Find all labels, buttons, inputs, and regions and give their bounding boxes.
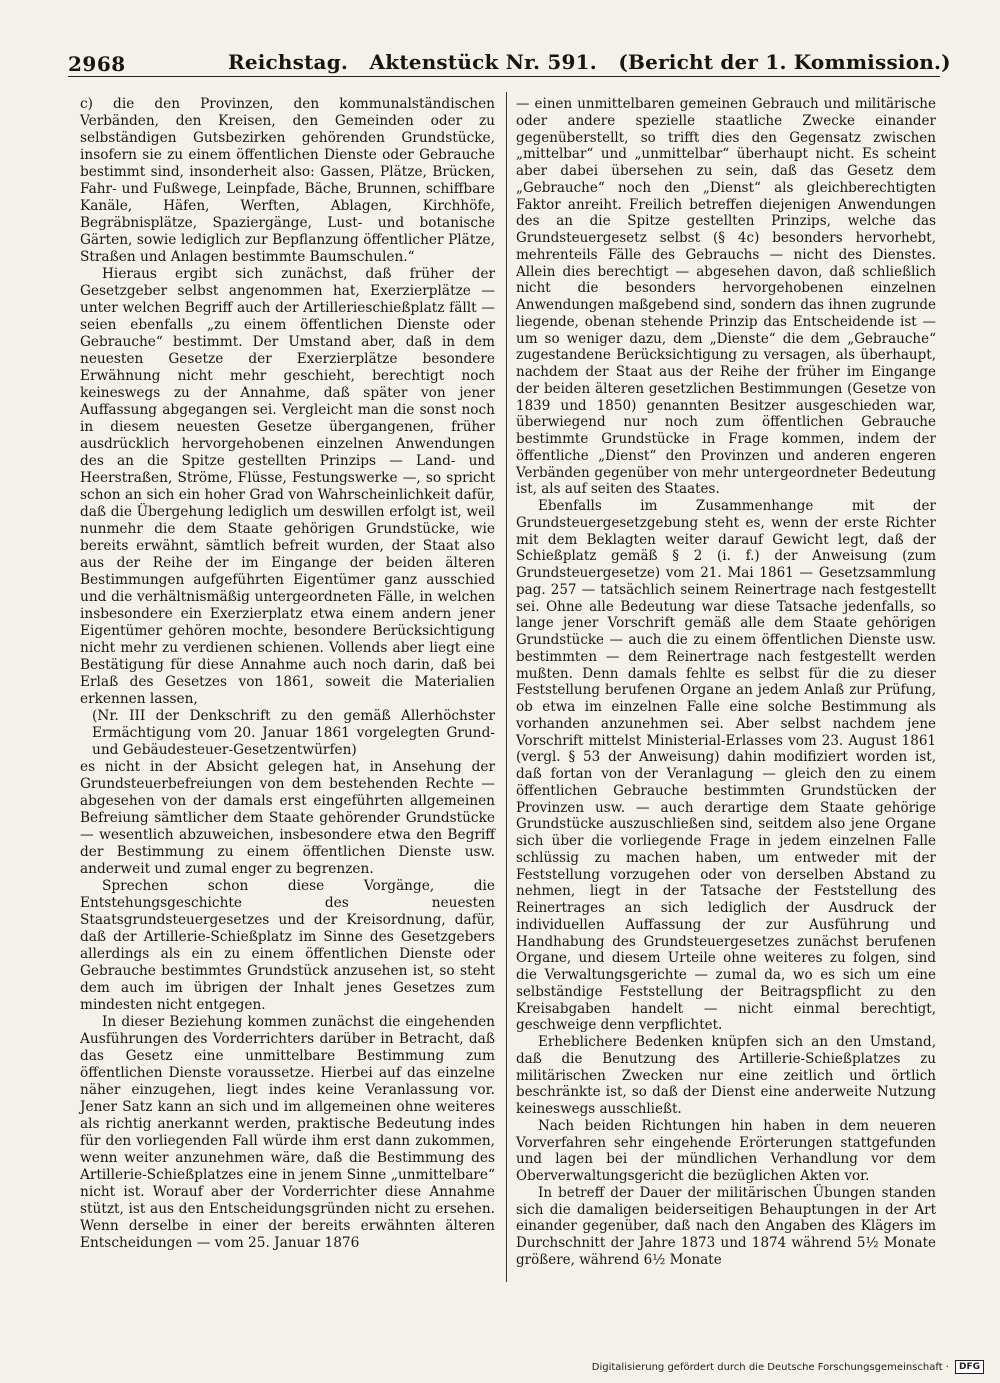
footer-text: Digitalisierung gefördert durch die Deutsche Forschungsgemeinschaft ·: [591, 1361, 949, 1373]
paragraph: In dieser Beziehung kommen zunächst die eingehenden Ausführungen des Vorderrichters darüber in Betracht, daß das Gesetz eine unmittelbare Bestimmung zum öffentlichen Dienste voraussetze. Hierbei auf das einzelne näher einzugehen, liegt indes keine Veranlassung vor. Jener Satz kann an sich und im allgemeinen ohne weiteres als richtig anerkannt werden, praktische Bedeutung indes für den vorliegenden Fall würde ihm erst dann zukommen, wenn weiter anzunehmen wäre, daß die Bestimmung des Artillerie-Schießplatzes eine in jenem Sinne „unmittelbare“ nicht ist. Worauf aber der Vorderrichter diese Annahme stützt, ist aus den Entscheidungsgründen nicht zu ersehen. Wenn derselbe in einer der bereits erwähnten älteren Entscheidungen — vom 25. Januar 1876: [80, 1014, 495, 1251]
paragraph: Nach beiden Richtungen hin haben in dem neueren Vorverfahren sehr eingehende Erörterungen stattgefunden und lagen bei der mündlichen Verhandlung vor dem Oberverwaltungsgericht die bezüglichen Akten vor.: [516, 1117, 936, 1184]
paragraph: Sprechen schon diese Vorgänge, die Entstehungsgeschichte des neuesten Staatsgrundsteuergesetzes und der Kreisordnung, dafür, daß der Artillerie-Schießplatz im Sinne des Gesetzgebers allerdings als ein zu einem öffentlichen Dienste oder Gebrauche bestimmtes Grundstück anzusehen ist, so steht dem auch im übrigen der Inhalt jenes Gesetzes zum mindesten nicht entgegen.: [80, 878, 495, 1013]
paragraph: Erheblichere Bedenken knüpfen sich an den Umstand, daß die Benutzung des Artillerie-Schießplatzes zu militärischen Zwecken nur eine zeitlich und örtlich beschränkte ist, so daß der Dienst eine anderweite Nutzung keineswegs ausschließt.: [516, 1034, 936, 1117]
column-divider: [506, 92, 507, 1282]
left-column: [80, 96, 495, 1252]
paragraph-continuation: — einen unmittelbaren gemeinen Gebrauch und militärische oder andere spezielle staatliche Zwecke einander gegenüberstellt, so trifft dies den Gegensatz zwischen „mittelbar“ und „unmittelbar“ überhaupt nicht. Es scheint aber dabei übersehen zu sein, daß das Gesetz dem „Gebrauche“ noch den „Dienst“ als gleichberechtigten Faktor anreiht. Freilich betreffen diejenigen Anwendungen des an die Spitze gestellten Prinzips, welche das Grundsteuergesetz selbst (§ 4c) besonders hervorhebt, mehrenteils Fälle des Gebrauchs — nicht des Dienstes. Allein dies berechtigt — abgesehen davon, daß schließlich nicht die besonders hervorgehobenen einzelnen Anwendungen maßgebend sind, sondern das ihnen zugrunde liegende, obenan stehende Prinzip das Entscheidende ist — um so weniger dazu, dem „Dienste“ die dem „Gebrauche“ zugestandene Berücksichtigung zu versagen, als überhaupt, nachdem der Staat aus der Reihe der früher im Eingange der beiden älteren gesetzlichen Bestimmungen (Gesetze von 1839 und 1850) genannten Besitzer ausgeschieden war, überwiegend nur noch zum öffentlichen Gebrauche bestimmte Grundstücke in Frage kommen, indem der öffentliche „Dienst“ den Provinzen und anderen engeren Verbänden gegenüber von mehr untergeordneter Bedeutung ist, als auf seiten des Staates.: [516, 96, 936, 498]
right-column: [516, 96, 936, 1269]
quote-clause-c: c) die den Provinzen, den kommunalständischen Verbänden, den Kreisen, den Gemeinden oder zu selbständigen Gutsbezirken gehörenden Grundstücke, insofern sie zu einem öffentlichen Dienste oder Gebrauche bestimmt sind, insonderheit also: Gassen, Plätze, Brücken, Fahr- und Fußwege, Leinpfade, Bäche, Brunnen, schiffbare Kanäle, Häfen, Werften, Ablagen, Kirchhöfe, Begräbnisplätze, Spaziergänge, Lust- und botanische Gärten, sowie lediglich zur Bepflanzung öffentlicher Plätze, Straßen und Anlagen bestimmte Baumschulen.“: [80, 96, 495, 265]
digitization-footer: [592, 1360, 984, 1374]
running-head: Reichstag. Aktenstück Nr. 591. (Bericht der 1. Kommission.): [228, 50, 951, 74]
page-header: [68, 46, 951, 77]
dfg-logo: DFG: [955, 1360, 984, 1374]
paragraph: Ebenfalls im Zusammenhange mit der Grundsteuergesetzgebung steht es, wenn der erste Richter mit dem Beklagten weiter darauf Gewicht legt, daß der Schießplatz gemäß § 2 (i. f.) der Anweisung (zum Grundsteuergesetze) vom 21. Mai 1861 — Gesetzsammlung pag. 257 — tatsächlich seinem Reinertrage nach festgestellt sei. Ohne alle Bedeutung war diese Tatsache jedenfalls, so lange jener Vorschrift gemäß alle dem Staate gehörigen Grundstücke — auch die zu einem öffentlichen Dienste usw. bestimmten — dem Reinertrage nach festgestellt werden mußten. Denn damals fehlte es selbst für die zu dieser Feststellung berufenen Organe an jedem Anlaß zur Prüfung, ob etwa im einzelnen Falle eine solche Bestimmung als vorhanden anzunehmen sei. Aber selbst nachdem jene Vorschrift mittelst Ministerial-Erlasses vom 23. August 1861 (vergl. § 53 der Anweisung) dahin modifiziert worden ist, daß fortan von der Veranlagung — gleich den zu einem öffentlichen Gebrauche bestimmten Grundstücken der Provinzen usw. — auch derartige dem Staate gehörige Grundstücke auszuschließen sind, seitdem also jene Organe sich über die vorliegende Frage in jedem einzelnen Falle schlüssig zu machen haben, um entweder mit der Feststellung vorzugehen oder von derselben Abstand zu nehmen, liegt in der Tatsache der Feststellung des Reinertrages an sich lediglich der Ausdruck der individuellen Auffassung der zur Ausführung und Handhabung des Grundsteuergesetzes zunächst berufenen Organe, und diesem Urteile ohne weiteres zu folgen, sind die Verwaltungsgerichte — zumal da, wo es sich um eine selbständige Feststellung der Beitragspflicht zu den Kreisabgaben handelt — nicht einmal berechtigt, geschweige denn verpflichtet.: [516, 498, 936, 1034]
paragraph-continuation: es nicht in der Absicht gelegen hat, in Ansehung der Grundsteuerbefreiungen von dem bestehenden Rechte — abgesehen von der damals erst eingeführten allgemeinen Befreiung sämtlicher dem Staate gehörender Grundstücke — wesentlich abzuweichen, insbesondere etwa den Begriff der Bestimmung zu einem öffentlichen Dienste usw. anderweit und zumal enger zu begrenzen.: [80, 759, 495, 877]
reference-note: (Nr. III der Denkschrift zu den gemäß Allerhöchster Ermächtigung vom 20. Januar 1861 vorgelegten Grund- und Gebäudesteuer-Gesetzentwürfen): [92, 708, 495, 758]
page-number: 2968: [68, 52, 126, 76]
paragraph: Hieraus ergibt sich zunächst, daß früher der Gesetzgeber selbst angenommen hat, Exerzierplätze — unter welchen Begriff auch der Artillerieschießplatz fällt — seien ebenfalls „zu einem öffentlichen Dienste oder Gebrauche“ bestimmt. Der Umstand aber, daß in dem neuesten Gesetze der Exerzierplätze besondere Erwähnung nicht mehr geschieht, berechtigt noch keineswegs zu der Annahme, daß später von jener Auffassung abgegangen sei. Vergleicht man die sonst noch in diesem neuesten Gesetze übergangenen, früher ausdrücklich hervorgehobenen einzelnen Anwendungen des an die Spitze gestellten Prinzips — Land- und Heerstraßen, Ströme, Flüsse, Festungswerke —, so spricht schon an sich ein hoher Grad von Wahrscheinlichkeit dafür, daß die Übergehung lediglich um deswillen erfolgt ist, weil nunmehr die dem Staate gehörigen Grundstücke, wie bereits erwähnt, sämtlich befreit wurden, der Staat also aus der Reihe der im Eingange der beiden älteren Bestimmungen aufgeführten Eigentümer ganz ausschied und die verhältnismäßig untergeordneten Fälle, in welchen insbesondere ein Exerzierplatz etwa einem andern jener Eigentümer gehören mochte, besondere Berücksichtigung nicht mehr zu verdienen schienen. Vollends aber liegt eine Bestätigung für diese Annahme auch noch darin, daß bei Erlaß des Gesetzes von 1861, soweit die Materialien erkennen lassen,: [80, 266, 495, 707]
paragraph: In betreff der Dauer der militärischen Übungen standen sich die damaligen beiderseitigen Behauptungen in der Art einander gegenüber, daß nach den Angaben des Klägers im Durchschnitt der Jahre 1873 und 1874 während 5½ Monate größere, während 6½ Monate: [516, 1184, 936, 1268]
